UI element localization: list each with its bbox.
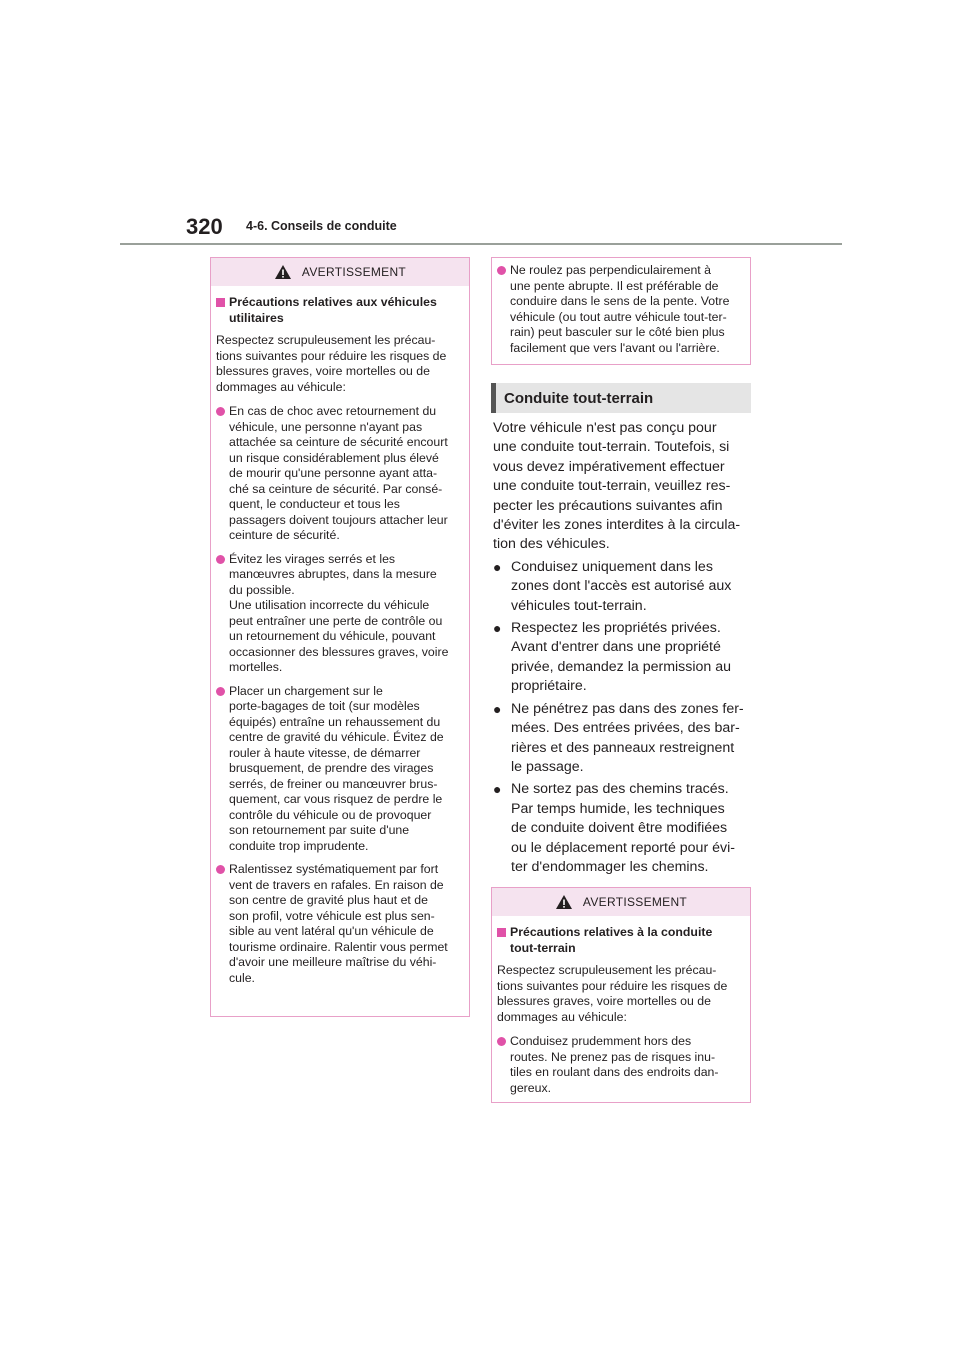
bullet-icon: ● xyxy=(493,781,502,798)
square-bullet-icon xyxy=(497,928,506,937)
dot-bullet-icon xyxy=(497,1037,506,1046)
dot-bullet-icon xyxy=(216,687,225,696)
header-rule xyxy=(120,243,842,245)
warning-body xyxy=(492,916,750,1110)
bullet-icon: ● xyxy=(493,558,502,575)
list-item: Ralentissez systématiquement par fort vent de travers en rafales. En raison de son centre de gravité plus haut et de son profil, votre véhicule est plus sen- sible au vent latéral qu'un véhicule de tourisme ordinaire. Ralentir vous permet d'avoir une meilleure maîtrise du véhi- cule. xyxy=(216,862,461,986)
dot-bullet-icon xyxy=(497,266,506,275)
warning-intro: Respectez scrupuleusement les précau- tions suivantes pour réduire les risques de blessures graves, voire mortelles ou de dommages au véhicule: xyxy=(497,963,728,1024)
warning-triangle-icon xyxy=(555,894,573,910)
list-item: Évitez les virages serrés et les manœuvres abruptes, dans la mesure du possible. Une utilisation incorrecte du véhicule peut entraîner une perte de contrôle ou un retournement du véhicule, pouvant occasionner des blessures graves, voire mortelles. xyxy=(216,552,461,676)
list-item: En cas de choc avec retournement du véhicule, une personne n'ayant pas attachée sa ceinture de sécurité encourt un risque considérablement plus élevé de mourir qu'une personne ayant atta- ché sa ceinture de sécurité. Par consé- quent, le conducteur et tous les passagers doivent toujours attacher leur ceinture de sécurité. xyxy=(216,404,461,544)
list-item: ● Conduisez uniquement dans les zones dont l'accès est autorisé aux véhicules tout-terrain. xyxy=(493,558,755,616)
heading-bar xyxy=(491,383,496,413)
warning-title: AVERTISSEMENT xyxy=(582,895,688,909)
list-item: ● Respectez les propriétés privées. Avant d'entrer dans une propriété privée, demandez la permission au propriétaire. xyxy=(493,619,755,697)
dot-bullet-icon xyxy=(216,555,225,564)
warning-intro: Respectez scrupuleusement les précau- tions suivantes pour réduire les risques de blessures graves, voire mortelles ou de dommages au véhicule: xyxy=(216,333,447,394)
offroad-heading-text: Conduite tout-terrain xyxy=(504,389,654,407)
warning-header xyxy=(211,258,469,286)
offroad-heading xyxy=(491,383,751,413)
warning-triangle-icon xyxy=(274,264,292,280)
warning-heading: Précautions relatives à la conduite tout-terrain xyxy=(497,925,742,956)
square-bullet-icon xyxy=(216,298,225,307)
warning-heading: Précautions relatives aux véhicules utilitaires xyxy=(216,295,461,326)
list-item: Conduisez prudemment hors des routes. Ne prenez pas de risques inu- tiles en roulant dans des endroits dan- gereux. xyxy=(497,1034,742,1096)
warning-box-right xyxy=(491,887,751,1103)
offroad-body xyxy=(493,419,755,877)
dot-bullet-icon xyxy=(216,407,225,416)
warning-box-left xyxy=(210,257,470,1017)
warning-box-continued xyxy=(491,257,751,365)
warning-body xyxy=(211,286,469,1000)
list-item: Ne roulez pas perpendiculairement à une pente abrupte. Il est préférable de conduire dans le sens de la pente. Votre véhicule (ou tout autre véhicule tout-ter- rain) peut basculer sur le côté bien plus facilement que vers l'avant ou l'arrière. xyxy=(497,263,742,356)
bullet-icon: ● xyxy=(493,700,502,717)
section-title: 4-6. Conseils de conduite xyxy=(246,219,397,233)
page-number: 320 xyxy=(186,214,223,239)
dot-bullet-icon xyxy=(216,865,225,874)
offroad-intro: Votre véhicule n'est pas conçu pour une conduite tout-terrain. Toutefois, si vous devez impérativement effectuer une conduite tout-terrain, veuillez res- pecter les précautions suivantes afin d'éviter les zones interdites à la circula- tion des véhicules. xyxy=(493,420,741,553)
bullet-icon: ● xyxy=(493,620,502,637)
warning-header xyxy=(492,888,750,916)
list-item: Placer un chargement sur le porte-bagages de toit (sur modèles équipés) entraîne un rehaussement du centre de gravité du véhicule. Évitez de rouler à haute vitesse, de démarrer brusquement, de prendre des virages serrés, de freiner ou manœuvrer brus- quement, car vous risquez de perdre le contrôle du véhicule ou de provoquer son retournement par suite d'une conduite trop imprudente. xyxy=(216,684,461,855)
warning-title: AVERTISSEMENT xyxy=(301,265,407,279)
list-item: ● Ne pénétrez pas dans des zones fer- mées. Des entrées privées, des bar- rières et des panneaux restreignent le passage. xyxy=(493,700,755,778)
list-item: ● Ne sortez pas des chemins tracés. Par temps humide, les techniques de conduite doivent être modifiées ou le déplacement reporté pour évi- ter d'endommager les chemins. xyxy=(493,780,755,877)
